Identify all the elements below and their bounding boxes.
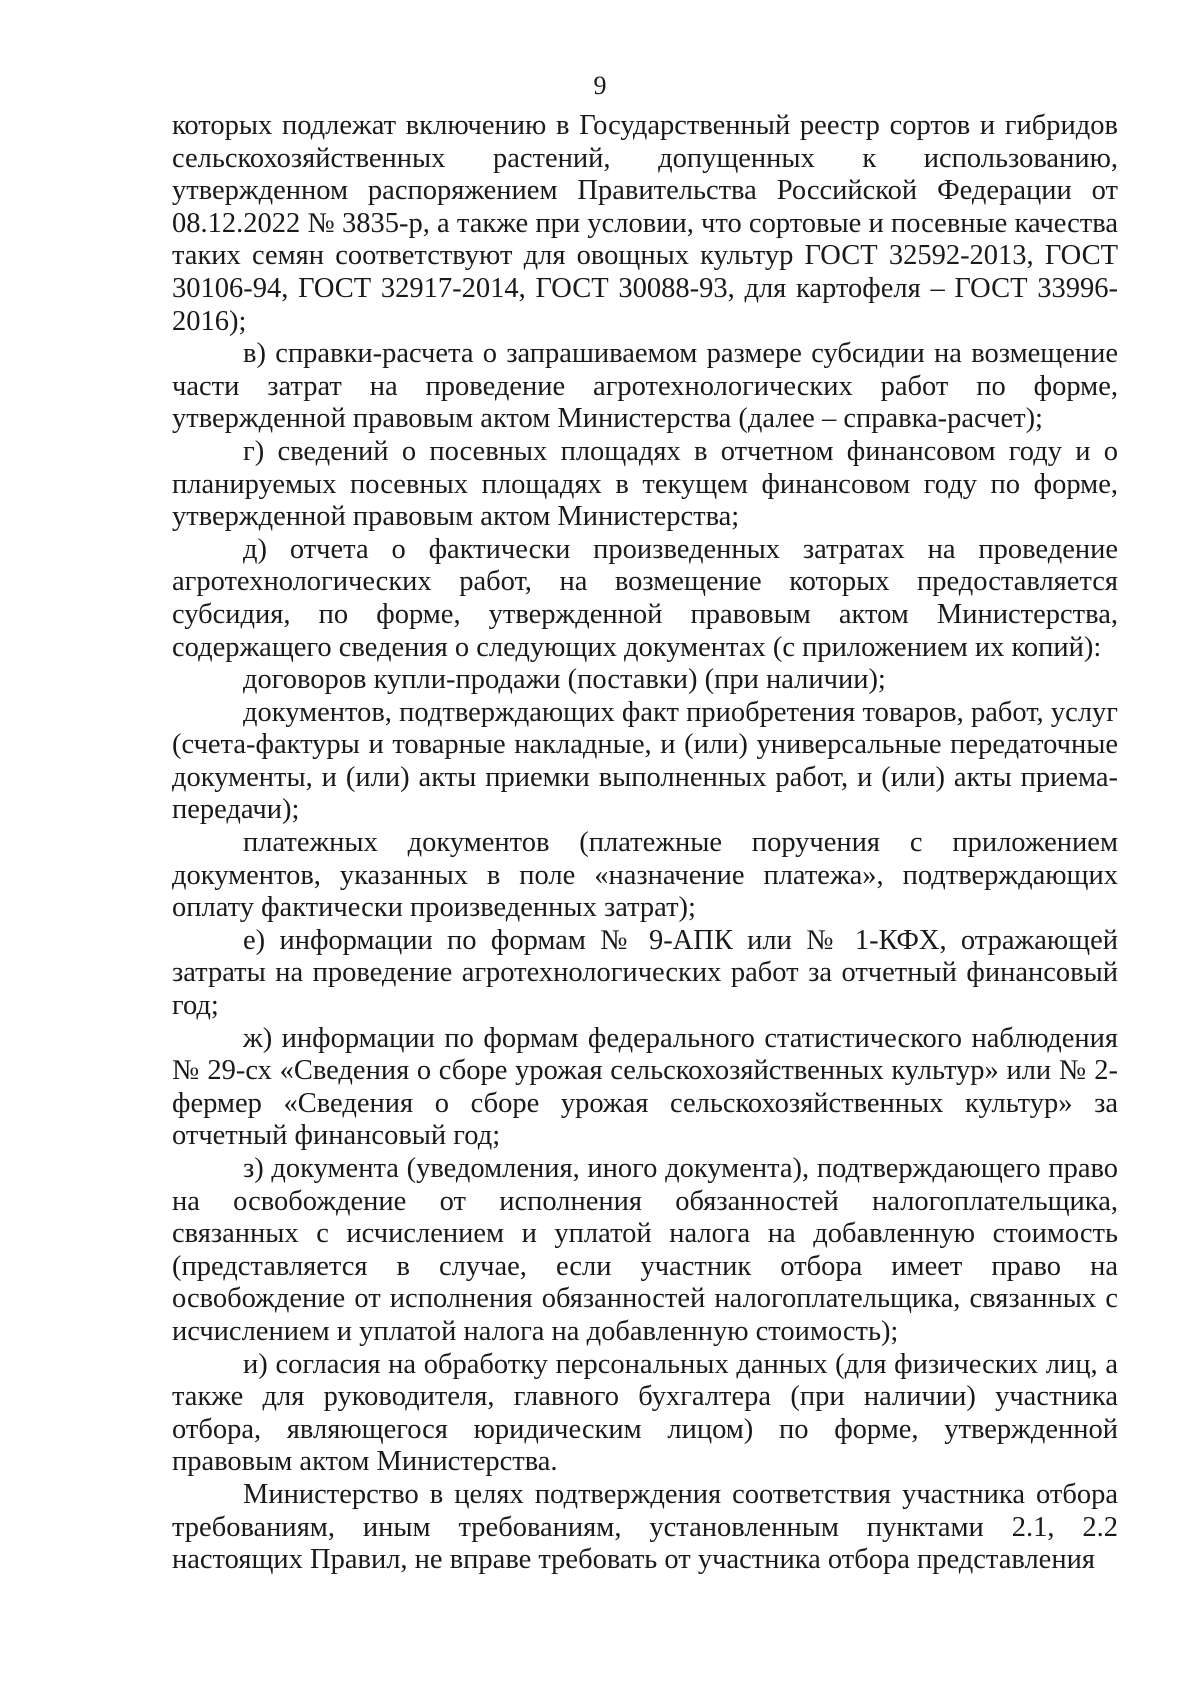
document-body <box>172 110 1118 1577</box>
paragraph-item-d: д) отчета о фактически произведенных затратах на проведение агротехнологических работ, на возмещение которых предоставляется субсидия, по форме, утвержденной правовым актом Министерства, содержащего сведения о следующих документах (с приложением их копий): <box>172 533 1118 663</box>
paragraph-item-e: е) информации по формам № 9-АПК или № 1-КФХ, отражающей затраты на проведение агротехнологических работ за отчетный финансовый год; <box>172 924 1118 1022</box>
paragraph-item-z: з) документа (уведомления, иного документа), подтверждающего право на освобождение от исполнения обязанностей налогоплательщика, связанных с исчислением и уплатой налога на добавленную стоимость (представляется в случае, если участник отбора имеет право на освобождение от исполнения обязанностей налогоплательщика, связанных с исчислением и уплатой налога на добавленную стоимость); <box>172 1153 1118 1347</box>
paragraph-item-g: г) сведений о посевных площадях в отчетном финансовом году и о планируемых посевных площадях в текущем финансовом году по форме, утвержденной правовым актом Министерства; <box>172 435 1118 533</box>
paragraph-item-zh: ж) информации по формам федерального статистического наблюдения № 29-сх «Сведения о сборе урожая сельскохозяйственных культур» или № 2-фермер «Сведения о сборе урожая сельскохозяйственных культур» за отчетный финансовый год; <box>172 1022 1118 1152</box>
paragraph-item-d-documents: документов, подтверждающих факт приобретения товаров, работ, услуг (счета-фактуры и товарные накладные, и (или) универсальные передаточные документы, и (или) акты приемки выполненных работ, и (или) акты приема-передачи); <box>172 696 1118 826</box>
paragraph-item-d-payments: платежных документов (платежные поручения с приложением документов, указанных в поле «назначение платежа», подтверждающих оплату фактически произведенных затрат); <box>172 827 1118 924</box>
page-number: 9 <box>593 71 607 100</box>
paragraph-item-i: и) согласия на обработку персональных данных (для физических лиц, а также для руководителя, главного бухгалтера (при наличии) участника отбора, являющегося юридическим лицом) по форме, утвержденной правовым актом Министерства. <box>172 1348 1118 1478</box>
paragraph-item-d-contracts: договоров купли-продажи (поставки) (при наличии); <box>243 664 886 696</box>
paragraph-ministry-clause: Министерство в целях подтверждения соответствия участника отбора требованиям, иным требованиям, установленным пунктами 2.1, 2.2 настоящих Правил, не вправе требовать от участника отбора представления <box>172 1478 1118 1576</box>
paragraph-item-v: в) справки-расчета о запрашиваемом размере субсидии на возмещение части затрат на проведение агротехнологических работ по форме, утвержденной правовым актом Министерства (далее – справка-расчет); <box>172 338 1118 435</box>
paragraph-continuation: которых подлежат включению в Государственный реестр сортов и гибридов сельскохозяйственных растений, допущенных к использованию, утвержденном распоряжением Правительства Российской Федерации от 08.12.2022 № 3835-р, а также при условии, что сортовые и посевные качества таких семян соответствуют для овощных культур ГОСТ 32592-2013, ГОСТ 30106-94, ГОСТ 32917-2014, ГОСТ 30088-93, для картофеля – ГОСТ 33996-2016); <box>172 110 1118 337</box>
